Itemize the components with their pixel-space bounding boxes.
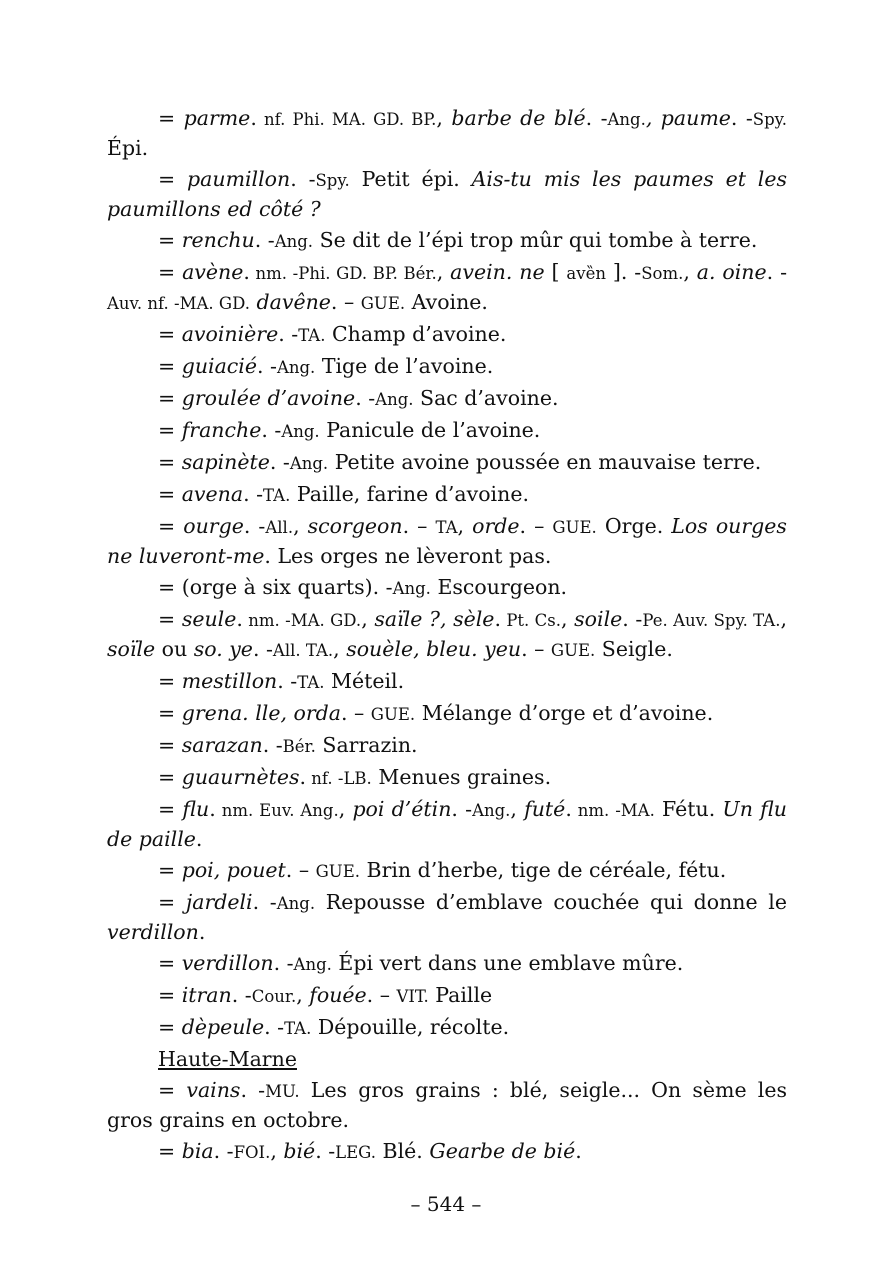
- dictionary-entry: [107, 320, 787, 350]
- abbreviation: Pe. Auv. Spy. TA.: [642, 611, 781, 630]
- entry-list-haute-marne: [107, 1076, 787, 1167]
- entry-text: =: [158, 418, 182, 442]
- dictionary-entry: [107, 888, 787, 947]
- entry-text: Épi vert dans une emblave mûre.: [331, 951, 684, 975]
- headword-italic: scorgeon: [307, 514, 403, 538]
- entry-text: . –: [340, 701, 371, 725]
- entry-text: . -: [290, 167, 316, 191]
- abbreviation: Spy.: [752, 110, 788, 129]
- entry-text: Paille, farine d’avoine.: [290, 482, 529, 506]
- entry-text: =: [158, 1078, 187, 1102]
- abbreviation: Ang.: [276, 894, 316, 913]
- dictionary-entry: [107, 258, 787, 318]
- entry-text: Dépouille, récolte.: [311, 1015, 510, 1039]
- dictionary-entry: [107, 699, 787, 729]
- abbreviation: Ang.: [281, 422, 320, 441]
- entry-text: . -: [622, 607, 643, 631]
- entry-text: =: [158, 354, 182, 378]
- entry-text: =: [158, 669, 182, 693]
- section-heading-text: Haute-Marne: [158, 1047, 297, 1071]
- entry-text: . -: [730, 106, 753, 130]
- abbreviation: Spy.: [315, 171, 350, 190]
- dictionary-entry: [107, 384, 787, 414]
- abbreviation: GUE.: [315, 862, 360, 881]
- abbreviation: VIT.: [396, 987, 429, 1006]
- abbreviation: Ang.: [274, 232, 314, 251]
- headword-italic: bia: [181, 1139, 214, 1163]
- headword-italic: mestillon: [181, 669, 278, 693]
- headword-italic: grena. lle, orda: [181, 701, 341, 725]
- entry-text: . -: [256, 354, 277, 378]
- entry-text: . -: [278, 322, 299, 346]
- entry-text: . -: [264, 1015, 285, 1039]
- entry-text: . -: [252, 890, 277, 914]
- entry-text: Panicule de l’avoine.: [319, 418, 541, 442]
- headword-italic: jardeli: [185, 890, 253, 914]
- entry-text: ou: [155, 637, 194, 661]
- headword-italic: avoinière: [181, 322, 279, 346]
- headword-italic: souèle, bleu. yeu: [346, 637, 522, 661]
- headword-italic: renchu: [181, 228, 255, 252]
- entry-text: ,: [561, 607, 575, 631]
- abbreviation: Ang.: [276, 358, 316, 377]
- abbreviation: Ang.: [293, 955, 332, 974]
- entry-text: . –: [521, 637, 551, 661]
- headword-italic: Un flu de paille: [107, 797, 787, 851]
- dictionary-entry: [107, 667, 787, 697]
- entry-text: =: [158, 228, 182, 252]
- entry-text: ,: [338, 797, 353, 821]
- abbreviation: Ang.: [392, 579, 431, 598]
- entry-text: ,: [361, 607, 375, 631]
- entry-text: Méteil.: [324, 669, 405, 693]
- section-heading: [107, 1045, 787, 1074]
- entry-text: .: [250, 106, 257, 130]
- entry-text: Menues graines.: [371, 765, 552, 789]
- entry-text: =: [158, 482, 182, 506]
- entry-text: Escourgeon.: [430, 575, 568, 599]
- abbreviation: Ang.: [472, 801, 511, 820]
- headword-italic: sapinète: [181, 450, 270, 474]
- headword-italic: Ais-tu mis les paumes et les paumillons ed côté ?: [107, 167, 787, 221]
- dictionary-entry: [107, 949, 787, 979]
- entry-text: ,: [333, 637, 347, 661]
- entry-text: .: [195, 827, 203, 851]
- entry-text: . –: [402, 514, 436, 538]
- dictionary-entry: [107, 573, 787, 603]
- entry-text: . -: [240, 1078, 266, 1102]
- abbreviation: nm. -MA.: [571, 801, 655, 820]
- entry-text: =: [158, 733, 182, 757]
- entry-text: Les gros grains : blé, seigle... On sème les gros grains en octobre.: [107, 1078, 787, 1132]
- entry-text: .: [243, 260, 250, 284]
- headword-italic: franche: [181, 418, 262, 442]
- entry-text: =: [158, 322, 182, 346]
- dictionary-entry: [107, 795, 787, 854]
- entry-text: Petite avoine poussée en mauvaise terre.: [328, 450, 762, 474]
- abbreviation: MU.: [265, 1082, 300, 1101]
- entry-text: ,: [270, 1139, 284, 1163]
- abbreviation: nf. Phi. MA. GD. BP.: [256, 110, 437, 129]
- abbreviation: LEG.: [335, 1143, 376, 1162]
- headword-italic: groulée d’avoine: [181, 386, 356, 410]
- abbreviation: Ang.: [289, 454, 329, 473]
- entry-text: =: [158, 106, 184, 130]
- entry-text: ,: [293, 514, 308, 538]
- entry-text: .: [198, 920, 206, 944]
- dictionary-entry: [107, 352, 787, 382]
- headword-italic: parme: [183, 106, 251, 130]
- dictionary-entry: [107, 1076, 787, 1135]
- headword-italic: paumillon: [187, 167, 291, 191]
- entry-text: =: [158, 858, 182, 882]
- entry-text: = (orge à six quarts). -: [158, 575, 393, 599]
- entry-text: Se dit de l’épi trop mûr qui tombe à terre.: [313, 228, 758, 252]
- entry-text: Repousse d’emblave couchée qui donne le: [315, 890, 787, 914]
- entry-text: =: [158, 765, 182, 789]
- headword-italic: Gearbe de bié: [429, 1139, 576, 1163]
- abbreviation: nm. -MA. GD.: [242, 611, 362, 630]
- entry-text: =: [158, 797, 183, 821]
- abbreviation: nm. Euv. Ang.: [215, 801, 339, 820]
- entry-text: . -: [231, 983, 252, 1007]
- abbreviation: Ang.: [375, 390, 414, 409]
- abbreviation: GUE.: [360, 294, 406, 313]
- abbreviation: Bér.: [282, 737, 316, 756]
- headword-italic: itran: [181, 983, 232, 1007]
- entry-text: =: [158, 514, 184, 538]
- headword-italic: a. oine: [696, 260, 767, 284]
- entry-text: . –: [285, 858, 316, 882]
- abbreviation: TA.: [297, 673, 325, 692]
- dictionary-entry: [107, 226, 787, 256]
- entry-text: . -: [269, 450, 290, 474]
- abbreviation: GUE.: [552, 518, 597, 537]
- abbreviation: GUE.: [370, 705, 416, 724]
- entry-text: . -: [585, 106, 608, 130]
- entry-text: Épi.: [107, 136, 149, 160]
- entry-text: Fétu.: [654, 797, 723, 821]
- entry-text: .: [299, 765, 307, 789]
- dictionary-entry: [107, 416, 787, 446]
- headword-italic: poi, pouet: [181, 858, 286, 882]
- entry-text: . -: [213, 1139, 234, 1163]
- abbreviation: Ang.: [607, 110, 646, 129]
- entry-text: . -: [277, 669, 298, 693]
- headword-italic: , paume: [645, 106, 731, 130]
- entry-text: ,: [683, 260, 697, 284]
- entry-text: ,: [510, 797, 525, 821]
- abbreviation: TA: [435, 518, 458, 537]
- page-body: [107, 104, 787, 1169]
- abbreviation: Som.: [641, 264, 684, 283]
- entry-text: ,: [457, 514, 473, 538]
- entry-text: .: [494, 607, 501, 631]
- dictionary-entry: [107, 448, 787, 478]
- entry-text: =: [158, 1015, 182, 1039]
- headword-italic: fouée: [309, 983, 367, 1007]
- entry-text: . –: [366, 983, 397, 1007]
- entry-text: Blé.: [376, 1139, 430, 1163]
- entry-text: . -: [273, 951, 294, 975]
- entry-text: ,: [436, 106, 452, 130]
- entry-text: Champ d’avoine.: [325, 322, 507, 346]
- entry-text: ,: [296, 983, 310, 1007]
- entry-text: . Les orges ne lèveront pas.: [264, 544, 552, 568]
- entry-text: Seigle.: [595, 637, 673, 661]
- dictionary-entry: [107, 104, 787, 163]
- entry-text: ]. -: [605, 260, 642, 284]
- headword-italic: guiacié: [181, 354, 257, 378]
- entry-text: ,: [436, 260, 451, 284]
- headword-italic: dèpeule: [181, 1015, 265, 1039]
- abbreviation: nf. -LB.: [306, 769, 372, 788]
- abbreviation: TA.: [298, 326, 326, 345]
- abbreviation: avȅn: [566, 264, 606, 283]
- abbreviation: GUE.: [550, 641, 596, 660]
- headword-italic: ourge: [183, 514, 244, 538]
- entry-text: .: [575, 1139, 582, 1163]
- entry-text: .: [236, 607, 243, 631]
- entry-list: [107, 104, 787, 1043]
- abbreviation: Pt. Cs.: [500, 611, 561, 630]
- abbreviation: FOI.: [233, 1143, 271, 1162]
- entry-text: Petit épi.: [349, 167, 472, 191]
- headword-italic: verdillon: [181, 951, 274, 975]
- headword-italic: avein. ne: [450, 260, 545, 284]
- entry-text: . -: [243, 514, 266, 538]
- entry-text: =: [158, 167, 188, 191]
- abbreviation: Auv. nf. -MA. GD.: [107, 294, 250, 313]
- headword-italic: soile: [574, 607, 623, 631]
- entry-text: =: [158, 386, 182, 410]
- abbreviation: Cour.: [251, 987, 297, 1006]
- headword-italic: flu: [182, 797, 210, 821]
- dictionary-entry: [107, 981, 787, 1011]
- abbreviation: TA.: [284, 1019, 312, 1038]
- entry-text: Brin d’herbe, tige de céréale, fétu.: [360, 858, 727, 882]
- entry-text: =: [158, 260, 183, 284]
- entry-text: . -: [766, 260, 787, 284]
- entry-text: =: [158, 607, 182, 631]
- entry-text: .: [565, 797, 572, 821]
- headword-italic: orde: [472, 514, 520, 538]
- dictionary-entry: [107, 856, 787, 886]
- dictionary-entry: [107, 731, 787, 761]
- entry-text: =: [158, 1139, 182, 1163]
- abbreviation: All.: [265, 518, 294, 537]
- entry-text: =: [158, 701, 182, 725]
- headword-italic: barbe de blé: [451, 106, 586, 130]
- entry-text: =: [158, 890, 186, 914]
- entry-text: . -: [252, 637, 273, 661]
- headword-italic: so. ye: [193, 637, 253, 661]
- abbreviation: TA.: [263, 486, 291, 505]
- entry-text: . -: [243, 482, 264, 506]
- headword-italic: soïle: [107, 637, 156, 661]
- entry-text: Mélange d’orge et d’avoine.: [415, 701, 714, 725]
- dictionary-entry: [107, 1137, 787, 1167]
- headword-italic: seule: [181, 607, 237, 631]
- dictionary-entry: [107, 763, 787, 793]
- entry-text: [: [544, 260, 567, 284]
- entry-text: . –: [519, 514, 553, 538]
- entry-text: . -: [254, 228, 275, 252]
- dictionary-entry: [107, 605, 787, 665]
- headword-italic: saïle ?, sèle: [374, 607, 495, 631]
- abbreviation: nm. -Phi. GD. BP. Bér.: [249, 264, 437, 283]
- entry-text: ,: [780, 607, 787, 631]
- entry-text: . -: [451, 797, 473, 821]
- headword-italic: davêne: [256, 290, 331, 314]
- entry-text: .: [209, 797, 216, 821]
- dictionary-entry: [107, 165, 787, 224]
- headword-italic: poi d’étin: [352, 797, 452, 821]
- entry-text: Sarrazin.: [315, 733, 418, 757]
- entry-text: Tige de l’avoine.: [315, 354, 494, 378]
- headword-italic: sarazan: [181, 733, 263, 757]
- headword-italic: Los ourges ne luveront-me: [107, 514, 787, 568]
- abbreviation: All. TA.: [272, 641, 334, 660]
- entry-text: . -: [315, 1139, 336, 1163]
- headword-italic: guaurnètes: [181, 765, 300, 789]
- headword-italic: vains: [186, 1078, 241, 1102]
- headword-italic: futé: [524, 797, 566, 821]
- entry-text: =: [158, 983, 182, 1007]
- entry-text: . –: [330, 290, 361, 314]
- headword-italic: avena: [181, 482, 244, 506]
- page-number: – 544 –: [410, 1192, 482, 1216]
- entry-text: . -: [355, 386, 376, 410]
- dictionary-entry: [107, 512, 787, 571]
- entry-text: Orge.: [596, 514, 672, 538]
- dictionary-entry: [107, 480, 787, 510]
- headword-italic: avène: [182, 260, 244, 284]
- entry-text: Avoine.: [405, 290, 488, 314]
- entry-text: =: [158, 951, 182, 975]
- entry-text: Sac d’avoine.: [413, 386, 559, 410]
- dictionary-entry: [107, 1013, 787, 1043]
- entry-text: Paille: [428, 983, 493, 1007]
- headword-italic: verdillon: [107, 920, 199, 944]
- entry-text: . -: [261, 418, 282, 442]
- entry-text: =: [158, 450, 182, 474]
- entry-text: . -: [262, 733, 283, 757]
- headword-italic: bié: [283, 1139, 316, 1163]
